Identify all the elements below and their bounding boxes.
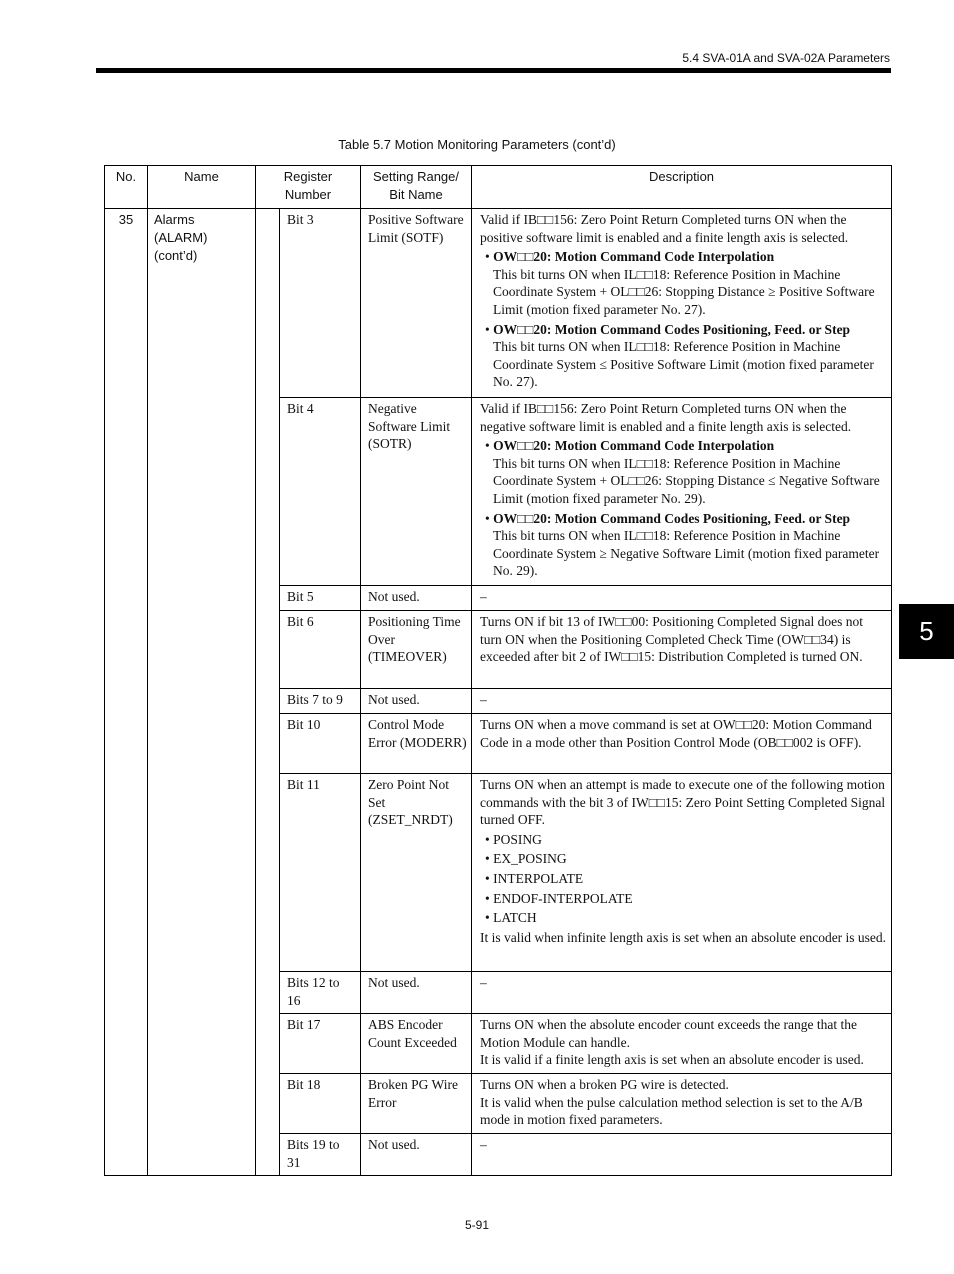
- bit-cell: Bit 3: [280, 209, 361, 398]
- list-item: [480, 870, 887, 888]
- bullet-body: This bit turns ON when IL□□18: Reference Position in Machine Coordinate System ≤ Positive Software Limit (motion fixed parameter No. 27).: [493, 339, 874, 390]
- bit-cell: Bits 12 to 16: [280, 972, 361, 1014]
- description-cell: [472, 774, 892, 972]
- bit-cell: Bit 10: [280, 714, 361, 774]
- description-cell: –: [472, 586, 892, 611]
- motion-monitoring-parameters-table: [104, 165, 892, 1176]
- bullet-mark: •: [485, 831, 490, 847]
- table-row: [105, 209, 892, 398]
- list-item: [480, 890, 887, 908]
- param-name-line2: (ALARM): [154, 230, 208, 245]
- bullet-mark: •: [485, 890, 490, 906]
- description-cell: Turns ON when a move command is set at OW□□20: Motion Command Code in a mode other than Position Control Mode (OB□□002 is OFF).: [472, 714, 892, 774]
- list-item: [480, 909, 887, 927]
- col-header-register-line1: Register: [283, 169, 333, 184]
- col-header-setting-line1: Setting Range/: [373, 169, 460, 184]
- description-intro: Valid if IB□□156: Zero Point Return Completed turns ON when the negative software limit is enabled and a finite length axis is selected.: [480, 401, 852, 434]
- description-cell: [472, 398, 892, 586]
- bullet-mark: •: [485, 870, 490, 886]
- bullet-mark: •: [485, 510, 490, 526]
- setting-cell: Not used.: [361, 586, 472, 611]
- bullet-heading: OW□□20: Motion Command Code Interpolation: [493, 249, 775, 265]
- col-header-description: Description: [472, 166, 892, 209]
- col-header-register: [256, 166, 361, 209]
- setting-cell: ABS Encoder Count Exceeded: [361, 1014, 472, 1074]
- param-number: 35: [105, 209, 148, 1176]
- param-name-line1: Alarms: [154, 212, 195, 227]
- setting-cell: Zero Point Not Set (ZSET_NRDT): [361, 774, 472, 972]
- bullet-mark: •: [485, 438, 490, 454]
- bullet-heading: OW□□20: Motion Command Code Interpolation: [493, 438, 775, 454]
- description-cell: [472, 1074, 892, 1134]
- bit-cell: Bit 6: [280, 611, 361, 689]
- bit-cell: Bit 4: [280, 398, 361, 586]
- bullet-mark: •: [485, 321, 490, 337]
- table-caption: Table 5.7 Motion Monitoring Parameters (cont’d): [338, 137, 616, 152]
- col-header-name: Name: [148, 166, 256, 209]
- bullet-heading: OW□□20: Motion Command Codes Positioning, Feed. or Step: [493, 510, 851, 526]
- param-name: [148, 209, 256, 1176]
- bullet-item: [480, 321, 887, 339]
- description-cell: Turns ON if bit 13 of IW□□00: Positioning Completed Signal does not turn ON when the Positioning Completed Check Time (OW□□34) is exceeded after bit 2 of IW□□15: Distribution Completed is turned ON.: [472, 611, 892, 689]
- bullet-item: [480, 510, 887, 528]
- bullet-body: This bit turns ON when IL□□18: Reference Position in Machine Coordinate System + OL□□26: Stopping Distance ≤ Negative Software Limit (motion fixed parameter No. 29).: [493, 455, 880, 506]
- list-item-text: EX_POSING: [493, 851, 567, 867]
- description-cell: –: [472, 689, 892, 714]
- description-line: Turns ON when a broken PG wire is detected.: [480, 1077, 729, 1093]
- description-cell: –: [472, 1134, 892, 1176]
- description-intro: Valid if IB□□156: Zero Point Return Completed turns ON when the positive software limit is enabled and a finite length axis is selected.: [480, 212, 849, 245]
- setting-cell: Positioning Time Over (TIMEOVER): [361, 611, 472, 689]
- col-header-setting: [361, 166, 472, 209]
- list-item-text: ENDOF-INTERPOLATE: [493, 890, 633, 906]
- col-header-setting-line2: Bit Name: [389, 187, 443, 202]
- running-header: 5.4 SVA-01A and SVA-02A Parameters: [682, 51, 890, 65]
- setting-cell: Not used.: [361, 972, 472, 1014]
- chapter-tab: 5: [899, 604, 954, 659]
- bullet-mark: •: [485, 851, 490, 867]
- page-number: 5-91: [464, 1218, 490, 1232]
- setting-cell: Positive Software Limit (SOTF): [361, 209, 472, 398]
- bit-cell: Bits 7 to 9: [280, 689, 361, 714]
- bullet-item: [480, 248, 887, 266]
- description-cell: –: [472, 972, 892, 1014]
- bullet-body: This bit turns ON when IL□□18: Reference Position in Machine Coordinate System + OL□□26: Stopping Distance ≥ Positive Software Limit (motion fixed parameter No. 27).: [493, 266, 875, 317]
- bit-cell: Bit 5: [280, 586, 361, 611]
- bit-cell: Bit 11: [280, 774, 361, 972]
- description-outro: It is valid when infinite length axis is set when an absolute encoder is used.: [480, 929, 887, 945]
- col-header-no: No.: [105, 166, 148, 209]
- description-cell: [472, 1014, 892, 1074]
- bullet-mark: •: [485, 910, 490, 926]
- bullet-heading: OW□□20: Motion Command Codes Positioning, Feed. or Step: [493, 321, 851, 337]
- bullet-mark: •: [485, 249, 490, 265]
- register-number-cell: [256, 209, 280, 1176]
- setting-cell: Negative Software Limit (SOTR): [361, 398, 472, 586]
- setting-cell: Broken PG Wire Error: [361, 1074, 472, 1134]
- description-intro: Turns ON when an attempt is made to execute one of the following motion commands with the bit 3 of IW□□15: Zero Point Setting Completed Signal turned OFF.: [480, 777, 886, 828]
- description-line: Turns ON when the absolute encoder count exceeds the range that the Motion Module can handle.: [480, 1017, 858, 1050]
- col-header-register-line2: Number: [284, 187, 332, 202]
- description-line: It is valid if a finite length axis is set when an absolute encoder is used.: [480, 1052, 864, 1068]
- list-item-text: POSING: [493, 831, 542, 847]
- bit-cell: Bit 17: [280, 1014, 361, 1074]
- bit-cell: Bits 19 to 31: [280, 1134, 361, 1176]
- setting-cell: Not used.: [361, 1134, 472, 1176]
- setting-cell: Control Mode Error (MODERR): [361, 714, 472, 774]
- param-name-line3: (cont’d): [154, 248, 198, 263]
- list-item: [480, 831, 887, 849]
- list-item: [480, 850, 887, 868]
- description-line: It is valid when the pulse calculation method selection is set to the A/B mode in motion fixed parameters.: [480, 1094, 863, 1128]
- bullet-body: This bit turns ON when IL□□18: Reference Position in Machine Coordinate System ≥ Negative Software Limit (motion fixed parameter No. 29).: [493, 528, 880, 579]
- bit-cell: Bit 18: [280, 1074, 361, 1134]
- list-item-text: INTERPOLATE: [493, 870, 584, 886]
- table-header-row: [105, 166, 892, 209]
- description-cell: [472, 209, 892, 398]
- header-rule: [96, 68, 891, 73]
- setting-cell: Not used.: [361, 689, 472, 714]
- list-item-text: LATCH: [493, 910, 537, 926]
- bullet-item: [480, 437, 887, 455]
